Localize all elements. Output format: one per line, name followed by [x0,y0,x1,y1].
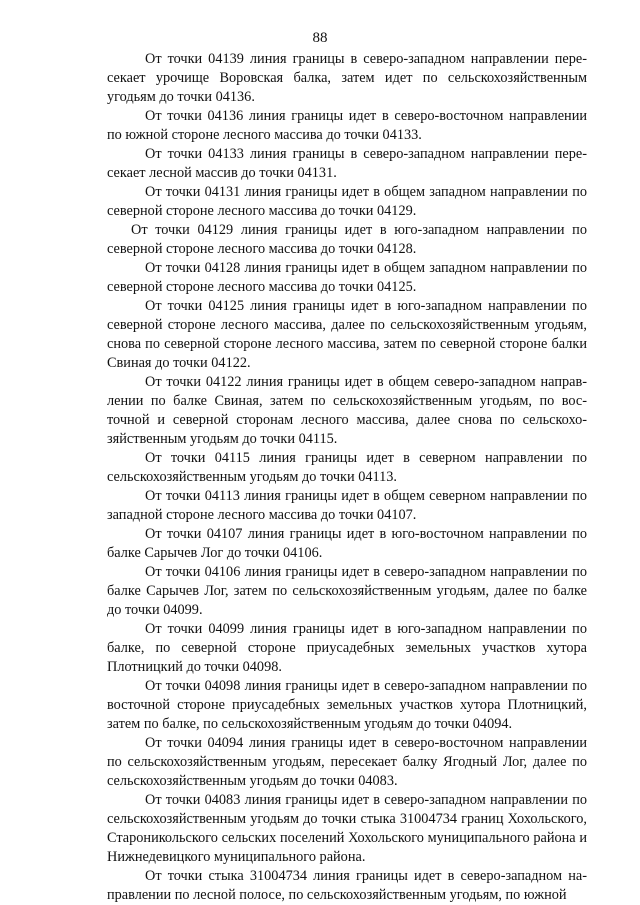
paragraph: От точки 04106 линия границы идет в северо-западном направлении по балке Сарычев Лог, затем по сельскохозяйственным угодьям, далее по балке до точки 04099. [107,564,587,618]
paragraph: От точки 04125 линия границы идет в юго-западном направлении по северной стороне лесного массива, далее по сельскохозяйственным угодьям, снова по северной стороне лесного массива, затем по северной стороне балки Свиная до точки 04122. [107,298,587,371]
page-number: 88 [312,30,328,46]
paragraph: От точки 04122 линия границы идет в общем северо-западном направлении по балке Свиная, затем по сельскохозяйственным угодьям, по восточной и северной сторонам лесного массива, далее снова по сельскохозяйственным угодьям до точки 04115. [107,374,587,447]
paragraph: От точки 04115 линия границы идет в северном направлении по сельскохозяйственным угодьям до точки 04113. [107,450,587,485]
paragraph: От точки 04129 линия границы идет в юго-западном направлении по северной стороне лесного массива до точки 04128. [107,222,587,257]
paragraph: От точки 04133 линия границы в северо-западном направлении пересекает лесной массив до точки 04131. [107,146,587,181]
paragraph: От точки 04131 линия границы идет в общем западном направлении по северной стороне лесного массива до точки 04129. [107,184,587,219]
paragraph: От точки 04139 линия границы в северо-западном направлении пересекает урочище Воровская балка, затем идет по сельскохозяйственным угодьям до точки 04136. [107,51,587,105]
paragraph: От точки 04107 линия границы идет в юго-восточном направлении по балке Сарычев Лог до точки 04106. [107,526,587,561]
paragraph: От точки стыка 31004734 линия границы идет в северо-западном направлении по лесной полосе, по сельскохозяйственным угодьям, по южной [107,868,587,903]
document-body [107,50,587,905]
paragraph: От точки 04083 линия границы идет в северо-западном направлении по сельскохозяйственным угодьям до точки стыка 31004734 границ Хохольского, Староникольского сельских поселений Хохольского муниципального района и Нижнедевицкого муниципального района. [107,792,587,865]
paragraph: От точки 04094 линия границы идет в северо-восточном направлении по сельскохозяйственным угодьям, пересекает балку Ягодный Лог, далее по сельскохозяйственным угодьям до точки 04083. [107,735,587,789]
paragraph: От точки 04113 линия границы идет в общем северном направлении по западной стороне лесного массива до точки 04107. [107,488,587,523]
paragraph: От точки 04099 линия границы идет в юго-западном направлении по балке, по северной стороне приусадебных земельных участков хутора Плотницкий до точки 04098. [107,621,587,675]
paragraph: От точки 04136 линия границы идет в северо-восточном направлении по южной стороне лесного массива до точки 04133. [107,108,587,143]
paragraph: От точки 04098 линия границы идет в северо-западном направлении по восточной стороне приусадебных земельных участков хутора Плотницкий, затем по балке, по сельскохозяйственным угодьям до точки 04094. [107,678,587,732]
paragraph: От точки 04128 линия границы идет в общем западном направлении по северной стороне лесного массива до точки 04125. [107,260,587,295]
